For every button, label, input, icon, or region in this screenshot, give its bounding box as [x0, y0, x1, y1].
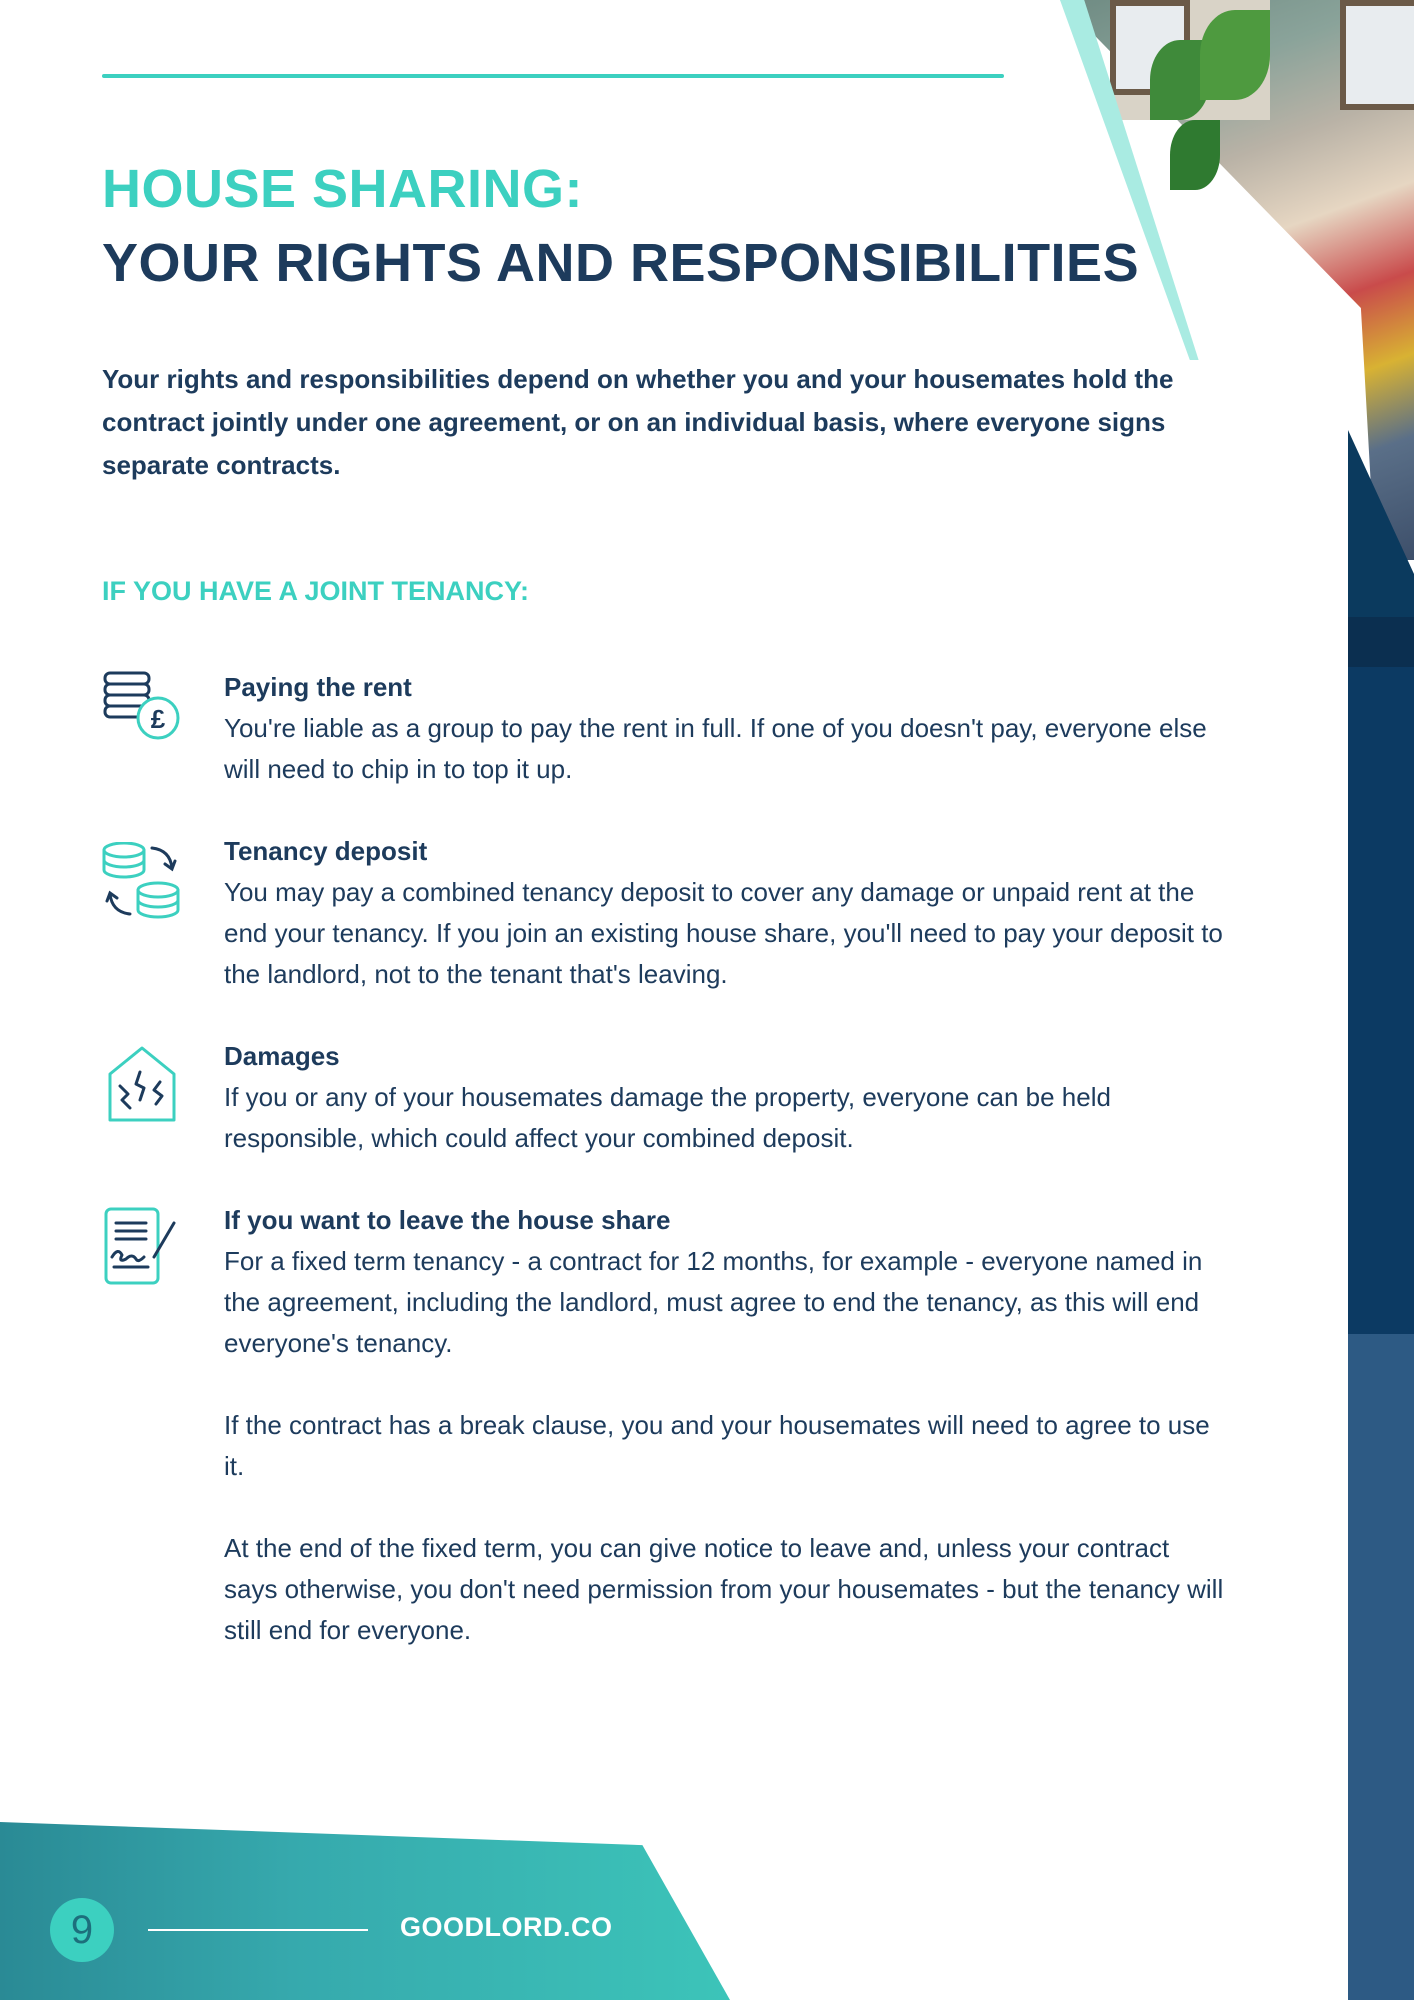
item-body: If the contract has a break clause, you and your housemates will need to agree to use it.	[224, 1410, 1210, 1481]
footer-website: GOODLORD.CO	[400, 1912, 613, 1942]
top-divider	[102, 74, 1004, 78]
item-damages	[224, 1036, 1224, 1159]
decorative-bar	[1348, 617, 1414, 667]
item-paying-rent	[224, 667, 1224, 790]
title-line-1: HOUSE SHARING:	[102, 159, 584, 219]
photo-plant-leaf	[1200, 10, 1270, 100]
photo-plant-leaf	[1170, 120, 1220, 190]
item-title: Damages	[224, 1041, 340, 1071]
item-tenancy-deposit	[224, 831, 1224, 995]
signed-contract-icon	[102, 1205, 182, 1285]
coins-exchange-icon	[102, 842, 182, 922]
section-heading: IF YOU HAVE A JOINT TENANCY:	[102, 576, 530, 606]
item-body: At the end of the fixed term, you can give notice to leave and, unless your contract says otherwise, you don't need permission from your housemates - but the tenancy will still end for everyone.	[224, 1533, 1224, 1645]
item-leave-house-share	[224, 1200, 1224, 1651]
item-body: If you or any of your housemates damage the property, everyone can be held responsible, which could affect your combined deposit.	[224, 1082, 1111, 1153]
item-body: For a fixed term tenancy - a contract for 12 months, for example - everyone named in the agreement, including the landlord, must agree to end the tenancy, as this will end everyone's tenancy.	[224, 1246, 1203, 1358]
footer-divider	[148, 1929, 368, 1931]
intro-paragraph: Your rights and responsibilities depend on whether you and your housemates hold the contract jointly under one agreement, or on an individual basis, where everyone signs separate contracts.	[102, 364, 1174, 480]
item-body: You may pay a combined tenancy deposit to cover any damage or unpaid rent at the end your tenancy. If you join an existing house share, you'll need to pay your deposit to the landlord, not to the tenant that's leaving.	[224, 877, 1223, 989]
damaged-house-icon	[102, 1044, 182, 1124]
title-line-2: YOUR RIGHTS AND RESPONSIBILITIES	[102, 233, 1140, 293]
item-title: Paying the rent	[224, 672, 412, 702]
decorative-bar	[1348, 1334, 1414, 2000]
item-title: Tenancy deposit	[224, 836, 428, 866]
svg-text:£: £	[150, 704, 166, 734]
item-body: You're liable as a group to pay the rent in full. If one of you doesn't pay, everyone else will need to chip in to top it up.	[224, 713, 1207, 784]
decorative-bar	[1348, 667, 1414, 1334]
item-title: If you want to leave the house share	[224, 1205, 671, 1235]
photo-picture-frame	[1340, 0, 1414, 110]
footer-band	[0, 1822, 730, 2000]
page-number: 9	[50, 1898, 114, 1962]
coins-pound-icon	[102, 668, 182, 748]
